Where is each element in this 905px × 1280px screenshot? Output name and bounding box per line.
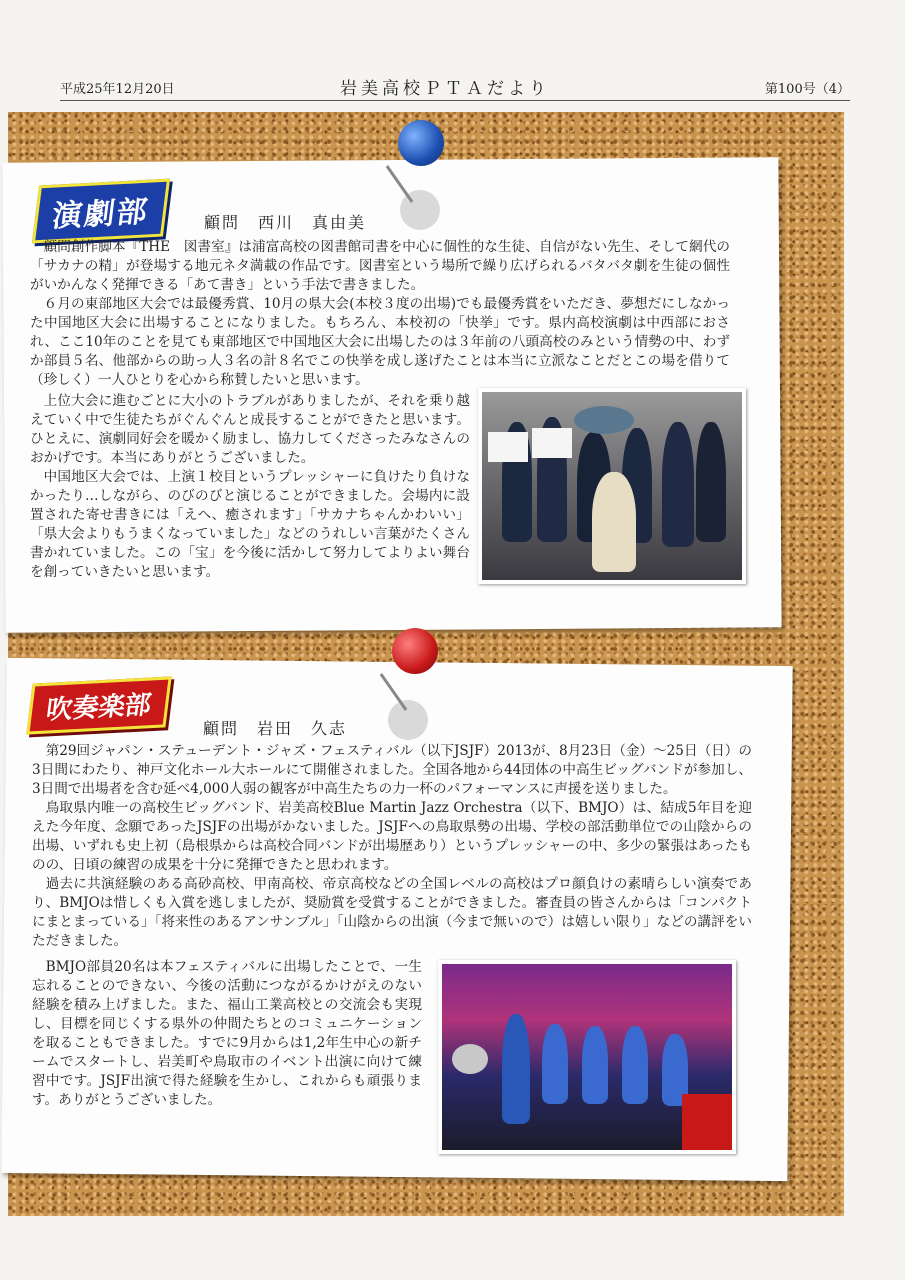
band-club-title: 吹奏楽部 (26, 676, 171, 734)
paragraph: ６月の東部地区大会では最優秀賞、10月の県大会(本校３度の出場)でも最優秀賞をいただき、夢想だにしなかった中国地区大会に出場することになりました。もちろん、本校初の「快挙」です。県内高校演劇は中西部におされ、ここ10年のことを見ても東部地区で中国地区大会に出場したのは３年前の八頭高校のみという情勢の中、わずか部員５名、他部からの助っ人３名の計８名でこの快挙を成し遂げたことは本当に立派なことだとこの場を借りて（珍しく）一人ひとりを心から称賛したいと思います。 (30, 296, 730, 388)
red-pushpin-icon (392, 628, 438, 674)
paragraph: 顧問創作脚本『THE 図書室』は浦富高校の図書館司書を中心に個性的な生徒、自信がない先生、そして網代の「サカナの精」が登場する地元ネタ満載の作品です。図書室という場所で繰り広げられるバタバタ劇を生徒の個性がいかんなく発揮できる「あて書き」という手法で書きました。 (30, 239, 730, 293)
certificate (488, 432, 528, 462)
band-advisor: 顧問 岩田 久志 (203, 719, 348, 738)
band-performance-photo (438, 960, 736, 1154)
fish-prop (574, 406, 634, 434)
paragraph: 中国地区大会では、上演１校目というプレッシャーに負けたり負けなかったり…しながら、のびのびと演じることができました。会場内に設置された寄せ書きには「えへ、癒されます」「サカナちゃんかわいい」「県大会よりもうまくなっていました」などのうれしい言葉がたくさん書かれていました。この「宝」を今後に活かして努力してよりよい舞台を創っていきたいと思います。 (30, 469, 470, 580)
drum-kit (452, 1044, 488, 1074)
issue-number: 第100号（4） (764, 82, 850, 97)
drama-advisor: 顧問 西川 真由美 (204, 213, 367, 232)
musician-figure (542, 1024, 568, 1104)
pin-shadow (388, 700, 428, 740)
drama-article-top (30, 238, 730, 390)
paragraph: 鳥取県内唯一の高校生ビッグバンド、岩美高校Blue Martin Jazz Orchestra（以下、BMJO）は、結成5年目を迎えた今年度、念願であったJSJFの出場がかないました。JSJFへの鳥取県勢の出場、学校の部活動単位での山陰からの出場、いずれも史上初（島根県からは高校合同バンドが出場歴あり）というプレッシャーの中、多少の緊張はあったものの、日頃の練習の成果を十分に発揮できたと思われます。 (32, 800, 752, 873)
stage-podium (682, 1094, 732, 1150)
newsletter-title: 岩美高校ＰＴＡだより (340, 79, 550, 99)
issue-date: 平成25年12月20日 (60, 82, 175, 97)
paragraph: BMJO部員20名は本フェスティバルに出場したことで、一生忘れることのできない、今後の活動につながるかけがえのない経験を積み上げました。また、福山工業高校との交流会も実現し、目標を同じくする県外の仲間たちとのコミュニケーションを取ることもできました。すでに9月からは1,2年生中心の新チームでスタートし、岩美町や鳥取市のイベント出演に向けて練習中です。JSJF出演で得た経験を生かし、これからも頑張ります。ありがとうございました。 (32, 959, 422, 1108)
person-figure (696, 422, 726, 542)
person-figure (662, 422, 694, 547)
musician-figure (502, 1014, 530, 1124)
musician-figure (582, 1026, 608, 1104)
band-article-top (32, 742, 752, 951)
band-article-bottom (32, 958, 422, 1110)
paragraph: 上位大会に進むごとに大小のトラブルがありましたが、それを乗り越えていく中で生徒たちがぐんぐんと成長することができたと思います。ひとえに、演劇同好会を暖かく励まし、協力してくださったみなさんのおかげです。本当にありがとうございました。 (30, 393, 470, 466)
paragraph: 過去に共演経験のある高砂高校、甲南高校、帝京高校などの全国レベルの高校はプロ顔負けの素晴らしい演奏であり、BMJOは惜しくも入賞を逃しましたが、奨励賞を受賞することができました。審査員の皆さんからは「コンパクトにまとまっている」「将来性のあるアンサンブル」「山陰からの出演（今まで無いので）は嬉しい限り」などの講評をいただきました。 (32, 876, 752, 949)
musician-figure (622, 1026, 648, 1104)
paragraph: 第29回ジャパン・ステューデント・ジャズ・フェスティバル（以下JSJF）2013が、8月23日（金）～25日（日）の3日間にわたり、神戸文化ホール大ホールにて開催されました。全国各地から44団体の中高生ビッグバンドが参加し、3日間で出場者を含む延べ4,000人弱の観客が中高生たちの力一杯のパフォーマンスに声援を送りました。 (32, 743, 752, 797)
certificate (532, 428, 572, 458)
drama-article-bottom (30, 392, 470, 582)
drama-club-title: 演劇部 (32, 179, 170, 244)
drama-club-group-photo (478, 388, 746, 584)
page-header (60, 74, 850, 101)
person-figure (592, 472, 636, 572)
blue-pushpin-icon (398, 120, 444, 166)
